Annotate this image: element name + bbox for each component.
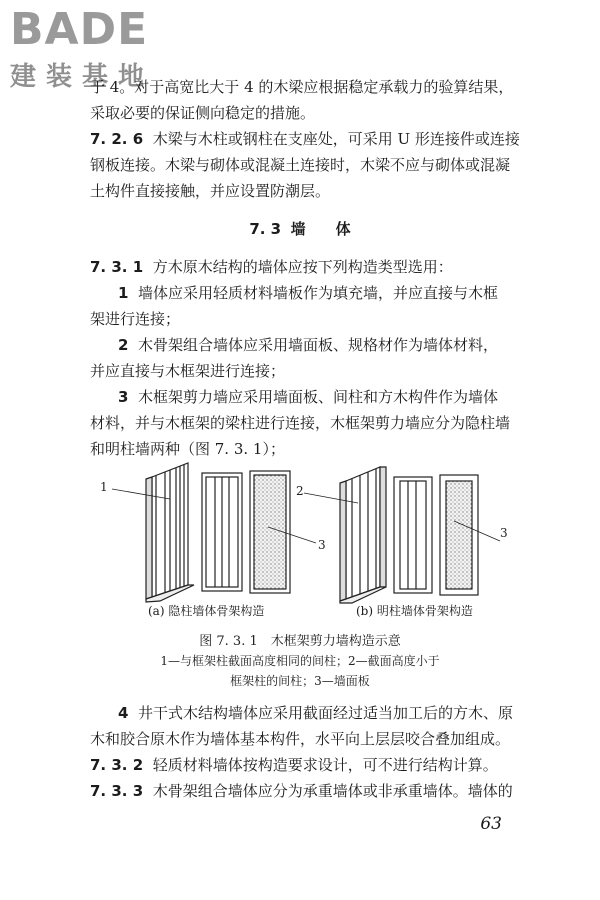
figure-label-a: (a) 隐柱墙体骨架构造 [148,604,265,618]
item-number: 1 [118,284,129,302]
paragraph-line: 于 4。对于高宽比大于 4 的木梁应根据稳定承载力的验算结果， [90,78,514,96]
figure-legend-line: 1—与框架柱截面高度相同的间柱；2—截面高度小于 [160,654,440,668]
clause-text: 木骨架组合墙体应分为承重墙体或非承重墙体。墙体的 [152,782,513,800]
callout-2: 2 [296,484,304,498]
item-text: 墙体应采用轻质材料墙板作为填充墙，并应直接与木框 [137,284,498,302]
paragraph-line: 架进行连接； [90,310,181,328]
exposed-post-panel [440,475,478,595]
item-number: 2 [118,336,129,354]
item-text: 木骨架组合墙体应采用墙面板、规格材作为墙体材料， [137,336,498,354]
paragraph-line: 钢板连接。木梁与砌体或混凝土连接时，木梁不应与砌体或混凝 [90,156,511,174]
logo-subtitle: 建装基地 [10,62,155,92]
item-4 [118,702,513,724]
clause-7-3-1 [90,256,453,278]
clause-number: 7. 3. 1 [90,258,144,276]
item-number: 4 [118,704,129,722]
clause-number: 7. 3. 3 [90,782,144,800]
section-heading-7-3 [0,218,600,240]
clause-number: 7. 3. 2 [90,756,144,774]
paragraph-line: 材料，并与木框架的梁柱进行连接，木框架剪力墙应分为隐柱墙 [90,414,511,432]
hidden-post-studs [202,473,242,591]
figure-legend-line: 框架柱的间柱；3—墙面板 [230,674,370,688]
clause-text: 方木原木结构的墙体应按下列构造类型选用： [152,258,453,276]
section-number: 7. 3 [249,220,282,238]
clause-7-2-6 [90,128,520,150]
item-2 [118,334,498,356]
clause-text: 木梁与木柱或钢柱在支座处，可采用 U 形连接件或连接 [152,130,520,148]
clause-number: 7. 2. 6 [90,130,144,148]
section-title: 墙 体 [290,220,351,238]
item-text: 井干式木结构墙体应采用截面经过适当加工后的方木、原 [137,704,513,722]
item-number: 3 [118,388,129,406]
paragraph-line: 和明柱墙两种（图 7. 3. 1）； [90,440,285,458]
clause-text: 轻质材料墙体按构造要求设计，可不进行结构计算。 [152,756,498,774]
hidden-post-frame [146,463,194,602]
paragraph-line: 木和胶合原木作为墙体基本构件，水平向上层层咬合叠加组成。 [90,730,511,748]
exposed-post-frame [340,467,386,603]
paragraph-line: 土构件直接接触，并应设置防潮层。 [90,182,331,200]
logo-brand: BADE [10,4,149,55]
callout-3b: 3 [500,526,508,540]
callout-3a: 3 [318,538,326,552]
clause-7-3-2 [90,754,498,776]
clause-7-3-3 [90,780,513,802]
item-1 [118,282,498,304]
paragraph-line: 采取必要的保证侧向稳定的措施。 [90,104,316,122]
callout-1: 1 [100,480,108,494]
figure-caption: 图 7. 3. 1 木框架剪力墙构造示意 [199,634,401,649]
page-number: 63 [480,814,502,834]
exposed-post-studs [394,477,432,593]
figure-label-b: (b) 明柱墙体骨架构造 [356,604,473,618]
paragraph-line: 并应直接与木框架进行连接； [90,362,286,380]
item-3 [118,386,498,408]
item-text: 木框架剪力墙应采用墙面板、间柱和方木构件作为墙体 [137,388,498,406]
